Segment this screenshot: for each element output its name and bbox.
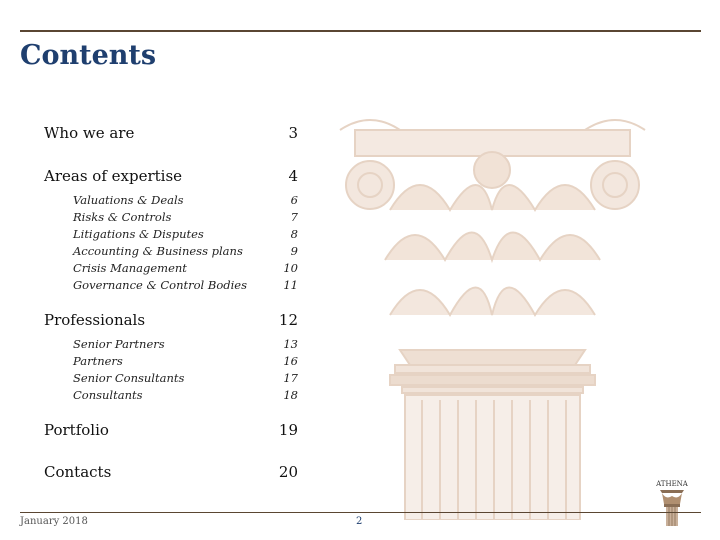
toc-section-areas-of-expertise[interactable]: Areas of expertise bbox=[44, 167, 183, 185]
toc-page-number: 3 bbox=[288, 124, 298, 142]
toc-section-professionals[interactable]: Professionals bbox=[44, 311, 146, 329]
toc-item[interactable]: Senior Partners bbox=[73, 337, 165, 351]
page-number: 2 bbox=[356, 516, 363, 527]
toc-item[interactable]: Partners bbox=[73, 354, 123, 368]
toc-page-number: 12 bbox=[278, 311, 298, 329]
footer-rule bbox=[20, 512, 701, 513]
toc-page-number: 19 bbox=[278, 421, 298, 439]
toc-item-page: 10 bbox=[283, 261, 298, 275]
toc-section-portfolio[interactable]: Portfolio bbox=[44, 421, 109, 439]
toc-item[interactable]: Governance & Control Bodies bbox=[73, 278, 247, 292]
toc-item-page: 16 bbox=[283, 354, 298, 368]
toc-item-page: 11 bbox=[283, 278, 298, 292]
toc-item[interactable]: Risks & Controls bbox=[73, 210, 172, 224]
toc-item-page: 8 bbox=[290, 227, 298, 241]
toc-item[interactable]: Accounting & Business plans bbox=[73, 244, 243, 258]
page-title: Contents bbox=[20, 40, 157, 71]
toc-item-page: 6 bbox=[290, 193, 298, 207]
toc-item-page: 9 bbox=[290, 244, 298, 258]
toc-item-page: 17 bbox=[283, 371, 298, 385]
toc-item[interactable]: Senior Consultants bbox=[73, 371, 185, 385]
logo-text: ATHENA bbox=[656, 480, 688, 488]
toc-section-contacts[interactable]: Contacts bbox=[44, 463, 112, 481]
toc-section-who-we-are[interactable]: Who we are bbox=[44, 124, 135, 142]
toc-page-number: 4 bbox=[288, 167, 298, 185]
footer-date: January 2018 bbox=[20, 516, 88, 527]
toc-item-page: 13 bbox=[283, 337, 298, 351]
toc-page-number: 20 bbox=[278, 463, 298, 481]
toc-item[interactable]: Litigations & Disputes bbox=[73, 227, 204, 241]
athena-logo bbox=[652, 478, 692, 528]
toc-item[interactable]: Valuations & Deals bbox=[73, 193, 184, 207]
toc-item-page: 7 bbox=[290, 210, 298, 224]
toc-item-page: 18 bbox=[283, 388, 298, 402]
toc-item[interactable]: Consultants bbox=[73, 388, 143, 402]
toc-item[interactable]: Crisis Management bbox=[73, 261, 187, 275]
